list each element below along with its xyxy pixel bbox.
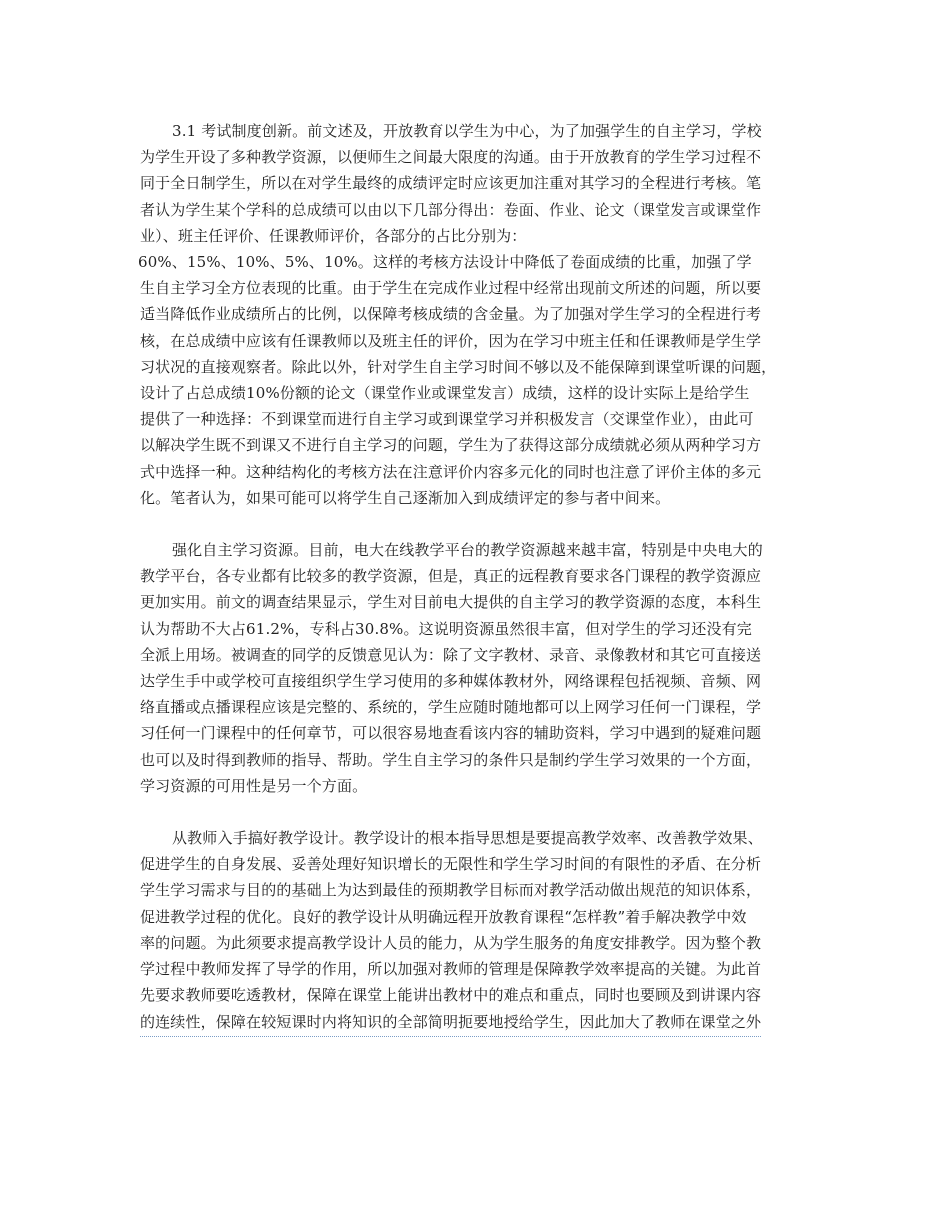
text-line: 络直播或点播课程应该是完整的、系统的，学生应随时随地都可以上网学习任何一门课程，学 — [140, 698, 762, 717]
text-line: 认为帮助不大占61.2%，专科占30.8%。这说明资源虽然很丰富，但对学生的学习还没有完 — [140, 619, 752, 638]
text-line: 者认为学生某个学科的总成绩可以由以下几部分得出：卷面、作业、论文（课堂发言或课堂作 — [140, 200, 762, 219]
text-line: 强化自主学习资源。目前，电大在线教学平台的教学资源越来越丰富，特别是中央电大的 — [172, 541, 763, 560]
text-line: 达学生手中或学校可直接组织学生学习使用的多种媒体教材外，网络课程包括视频、音频、网 — [140, 672, 762, 691]
text-line: 学生学习需求与目的的基础上为达到最佳的预期教学目标而对教学活动做出规范的知识体系， — [140, 881, 762, 900]
text-line: 更加实用。前文的调查结果显示，学生对目前电大提供的自主学习的教学资源的态度，本科生 — [140, 593, 762, 612]
text-line: 生自主学习全方位表现的比重。由于学生在完成作业过程中经常出现前文所述的问题，所以要 — [140, 279, 762, 298]
text-line — [140, 1009, 815, 1037]
text-line: 以解决学生既不到课又不进行自主学习的问题，学生为了获得这部分成绩就必须从两种学习方 — [140, 436, 762, 455]
text-line: 全派上用场。被调查的同学的反馈意见认为：除了文字教材、录音、录像教材和其它可直接送 — [140, 645, 762, 664]
paragraph-teaching-design — [140, 825, 815, 1037]
text-line: 率的问题。为此须要求提高教学设计人员的能力，从为学生服务的角度安排教学。因为整个教 — [140, 933, 762, 952]
text-line: 习状况的直接观察者。除此以外，针对学生自主学习时间不够以及不能保障到课堂听课的问题， — [140, 357, 777, 376]
text-line: 适当降低作业成绩所占的比例，以保障考核成绩的含金量。为了加强对学生学习的全程进行考 — [140, 305, 762, 324]
text-line: 化。笔者认为，如果可能可以将学生自己逐渐加入到成绩评定的参与者中间来。 — [140, 488, 671, 507]
text-line: 业）、班主任评价、任课教师评价，各部分的占比分别为： — [140, 226, 527, 245]
text-line: 促进学生的自身发展、妥善处理好知识增长的无限性和学生学习时间的有限性的矛盾、在分析 — [140, 855, 762, 874]
text-line: 习任何一门课程中的任何章节，可以很容易地查看该内容的辅助资料，学习中遇到的疑难问题 — [140, 724, 762, 743]
text-line: 先要求教师要吃透教材，保障在课堂上能讲出教材中的难点和重点，同时也要顾及到讲课内容 — [140, 986, 762, 1005]
hyperlinked-text[interactable]: 的连续性，保障在较短课时内将知识的全部简明扼要地授给学生，因此加大了教师在课堂之外 — [140, 1009, 761, 1037]
text-line: 提供了一种选择：不到课堂而进行自主学习或到课堂学习并积极发言（交课堂作业），由此可 — [140, 410, 754, 429]
text-line: 式中选择一种。这种结构化的考核方法在注意评价内容多元化的同时也注意了评价主体的多元 — [140, 462, 762, 481]
paragraph-learning-resources — [140, 537, 815, 799]
text-line: 促进教学过程的优化。良好的教学设计从明确远程开放教育课程“怎样教”着手解决教学中效 — [140, 907, 747, 926]
text-line: 核，在总成绩中应该有任课教师以及班主任的评价，因为在学习中班主任和任课教师是学生学 — [140, 331, 762, 350]
document-body — [140, 118, 815, 1063]
text-line: 为学生开设了多种教学资源，以便师生之间最大限度的沟通。由于开放教育的学生学习过程不 — [140, 148, 762, 167]
text-line: 也可以及时得到教师的指导、帮助。学生自主学习的条件只是制约学生学习效果的一个方面， — [140, 750, 762, 769]
text-line: 60%、15%、10%、5%、10%。这样的考核方法设计中降低了卷面成绩的比重，加强了学 — [138, 253, 752, 272]
text-line: 教学平台，各专业都有比较多的教学资源，但是，真正的远程教育要求各门课程的教学资源应 — [140, 567, 762, 586]
text-line: 从教师入手搞好教学设计。教学设计的根本指导思想是要提高教学效率、改善教学效果、 — [172, 829, 763, 848]
text-line: 学过程中教师发挥了导学的作用，所以加强对教师的管理是保障教学效率提高的关键。为此首 — [140, 960, 762, 979]
text-line: 学习资源的可用性是另一个方面。 — [140, 776, 368, 795]
paragraph-exam-reform — [140, 118, 815, 511]
text-line: 同于全日制学生，所以在对学生最终的成绩评定时应该更加注重对其学习的全程进行考核。笔 — [140, 174, 762, 193]
text-line: 3.1 考试制度创新。前文述及，开放教育以学生为中心，为了加强学生的自主学习，学校 — [172, 122, 762, 140]
text-line: 设计了占总成绩10%份额的论文（课堂作业或课堂发言）成绩，这样的设计实际上是给学生 — [140, 384, 750, 403]
